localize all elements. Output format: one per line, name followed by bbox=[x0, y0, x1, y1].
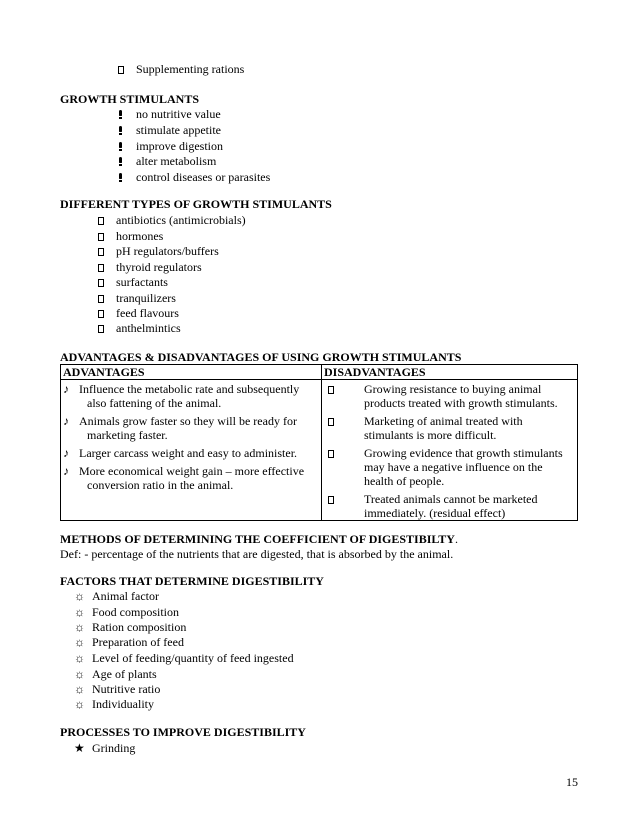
disadvantage-item: Growing resistance to buying animal products treated with growth stimulants. bbox=[322, 382, 577, 410]
list-item: anthelmintics bbox=[98, 321, 181, 335]
list-item: ☼ Preparation of feed bbox=[74, 635, 184, 649]
column-header-advantages: ADVANTAGES bbox=[61, 365, 322, 380]
list-item: ☼ Level of feeding/quantity of feed ingested bbox=[74, 651, 294, 665]
section-heading-methods: METHODS OF DETERMINING THE COEFFICIENT OF DIGESTIBILTY. bbox=[60, 532, 458, 546]
list-item: thyroid regulators bbox=[98, 260, 202, 274]
square-bullet-icon bbox=[328, 450, 334, 458]
sun-bullet-icon: ☼ bbox=[74, 635, 85, 649]
music-note-bullet-icon: ♪ bbox=[63, 382, 69, 396]
music-note-bullet-icon: ♪ bbox=[63, 464, 69, 478]
section-heading-advantages: ADVANTAGES & DISADVANTAGES OF USING GROWTH STIMULANTS bbox=[60, 350, 462, 364]
square-bullet-icon bbox=[98, 295, 104, 303]
list-item: alter metabolism bbox=[118, 154, 216, 168]
square-bullet-icon bbox=[328, 496, 334, 504]
sun-bullet-icon: ☼ bbox=[74, 667, 85, 681]
sun-bullet-icon: ☼ bbox=[74, 651, 85, 665]
list-item: ☼ Food composition bbox=[74, 605, 180, 619]
square-bullet-icon bbox=[328, 418, 334, 426]
square-bullet-icon bbox=[98, 310, 104, 318]
list-item: pH regulators/buffers bbox=[98, 244, 219, 258]
sun-bullet-icon: ☼ bbox=[74, 697, 85, 711]
square-bullet-icon bbox=[98, 279, 104, 287]
list-item: control diseases or parasites bbox=[118, 170, 270, 184]
square-bullet-icon bbox=[98, 325, 104, 333]
exclamation-bullet-icon bbox=[118, 110, 123, 119]
list-item: ☼ Nutritive ratio bbox=[74, 682, 161, 696]
square-bullet-icon bbox=[98, 217, 104, 225]
exclamation-bullet-icon bbox=[118, 173, 123, 182]
list-item: tranquilizers bbox=[98, 291, 176, 305]
advantage-item: ♪ Influence the metabolic rate and subsequently also fattening of the animal. bbox=[63, 382, 300, 410]
advantage-item: ♪ More economical weight gain – more effective conversion ratio in the animal. bbox=[63, 464, 305, 492]
disadvantage-item: Growing evidence that growth stimulants may have a negative influence on the health of people. bbox=[322, 446, 577, 488]
section-heading-types: DIFFERENT TYPES OF GROWTH STIMULANTS bbox=[60, 197, 332, 211]
section-heading-processes: PROCESSES TO IMPROVE DIGESTIBILITY bbox=[60, 725, 306, 739]
square-bullet-icon bbox=[98, 248, 104, 256]
square-bullet-icon bbox=[98, 233, 104, 241]
definition-text: Def: - percentage of the nutrients that are digested, that is absorbed by the animal. bbox=[60, 547, 454, 561]
list-item: ★ Grinding bbox=[74, 741, 136, 755]
disadvantage-item: Treated animals cannot be marketed immediately. (residual effect) bbox=[322, 492, 577, 520]
exclamation-bullet-icon bbox=[118, 126, 123, 135]
exclamation-bullet-icon bbox=[118, 157, 123, 166]
list-item: ☼ Animal factor bbox=[74, 589, 159, 603]
music-note-bullet-icon: ♪ bbox=[63, 414, 69, 428]
music-note-bullet-icon: ♪ bbox=[63, 446, 69, 460]
list-item: ☼ Age of plants bbox=[74, 667, 157, 681]
table-header-row bbox=[61, 365, 578, 380]
list-item: hormones bbox=[98, 229, 163, 243]
advantage-item: ♪ Animals grow faster so they will be ready for marketing faster. bbox=[63, 414, 297, 442]
list-item: antibiotics (antimicrobials) bbox=[98, 213, 246, 227]
square-bullet-icon bbox=[328, 386, 334, 394]
column-header-disadvantages: DISADVANTAGES bbox=[322, 365, 578, 380]
star-bullet-icon: ★ bbox=[74, 741, 85, 755]
sun-bullet-icon: ☼ bbox=[74, 682, 85, 696]
square-bullet-icon bbox=[118, 66, 124, 74]
sun-bullet-icon: ☼ bbox=[74, 605, 85, 619]
sun-bullet-icon: ☼ bbox=[74, 589, 85, 603]
table-row bbox=[61, 380, 578, 521]
list-item: feed flavours bbox=[98, 306, 179, 320]
list-item: no nutritive value bbox=[118, 107, 221, 121]
list-item: surfactants bbox=[98, 275, 168, 289]
section-heading-factors: FACTORS THAT DETERMINE DIGESTIBILITY bbox=[60, 574, 324, 588]
advantage-item: ♪ Larger carcass weight and easy to administer. bbox=[63, 446, 298, 460]
page-number: 15 bbox=[566, 775, 578, 789]
sun-bullet-icon: ☼ bbox=[74, 620, 85, 634]
disadvantages-cell bbox=[322, 380, 578, 521]
advantages-cell bbox=[61, 380, 322, 521]
list-item: ☼ Ration composition bbox=[74, 620, 187, 634]
advantages-table bbox=[60, 364, 578, 521]
list-item: improve digestion bbox=[118, 139, 223, 153]
list-item: Supplementing rations bbox=[118, 62, 244, 76]
list-item: ☼ Individuality bbox=[74, 697, 154, 711]
square-bullet-icon bbox=[98, 264, 104, 272]
section-heading-growth-stimulants: GROWTH STIMULANTS bbox=[60, 92, 200, 106]
disadvantage-item: Marketing of animal treated with stimulants is more difficult. bbox=[322, 414, 577, 442]
list-item: stimulate appetite bbox=[118, 123, 221, 137]
exclamation-bullet-icon bbox=[118, 142, 123, 151]
